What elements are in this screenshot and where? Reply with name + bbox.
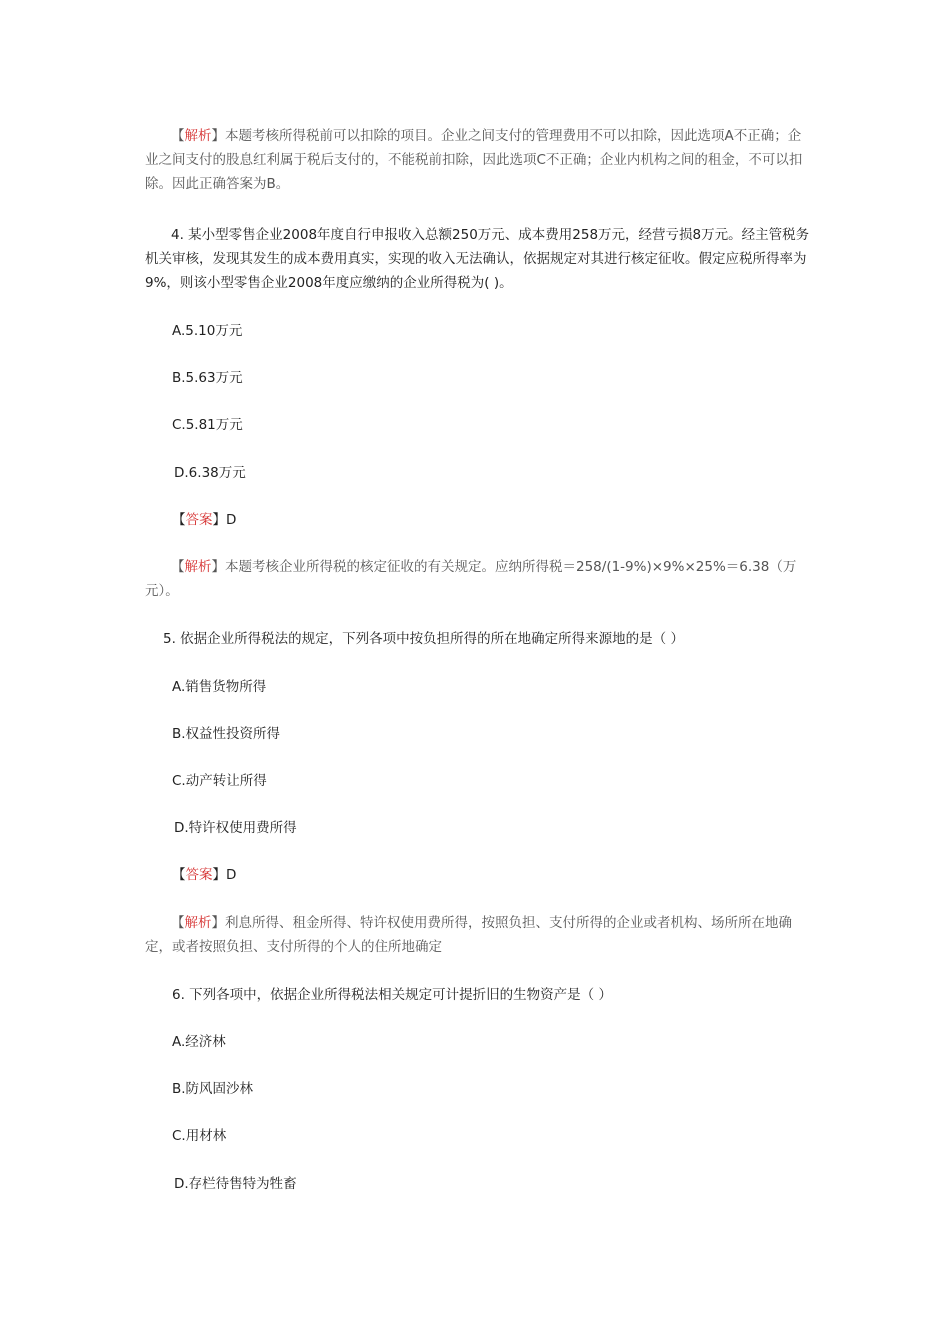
answer-q5: 【答案】D bbox=[172, 867, 237, 883]
question-5: 5. 依据企业所得税法的规定，下列各项中按负担所得的所在地确定所得来源地的是（ ） bbox=[163, 631, 684, 647]
explanation-label: 解析 bbox=[184, 915, 212, 931]
answer-text: D bbox=[226, 512, 237, 528]
option-4a: A.5.10万元 bbox=[172, 323, 243, 339]
option-6b: B.防风固沙林 bbox=[172, 1081, 254, 1097]
question-text: 4. 某小型零售企业2008年度自行申报收入总额250万元、成本费用258万元，经营亏损8万元。经主管税务机关审核，发现其发生的成本费用真实，实现的收入无法确认，依据规定对其进行核定征收。假定应税所得率为9%，则该小型零售企业2008年度应缴纳的企业所得税为( )。 bbox=[145, 227, 810, 291]
answer-q4: 【答案】D bbox=[172, 512, 237, 528]
answer-text: D bbox=[226, 867, 237, 883]
bracket-open: 【 bbox=[171, 128, 185, 144]
explanation-q4: 【解析】本题考核企业所得税的核定征收的有关规定。应纳所得税＝258/(1-9%)×9%×25%＝6.38（万元）。 bbox=[145, 559, 797, 599]
option-6c: C.用材林 bbox=[172, 1128, 227, 1144]
explanation-text: 本题考核所得税前可以扣除的项目。企业之间支付的管理费用不可以扣除，因此选项A不正确；企业之间支付的股息红利属于税后支付的，不能税前扣除，因此选项C不正确；企业内机构之间的租金，不可以扣除。因此正确答案为B。 bbox=[145, 128, 803, 192]
answer-label: 答案 bbox=[185, 512, 213, 528]
option-5b: B.权益性投资所得 bbox=[172, 726, 281, 742]
explanation-q3 bbox=[145, 124, 810, 196]
option-4c: C.5.81万元 bbox=[172, 417, 243, 433]
explanation-text: 利息所得、租金所得、特许权使用费所得，按照负担、支付所得的企业或者机构、场所所在地确定，或者按照负担、支付所得的个人的住所地确定 bbox=[145, 915, 792, 955]
explanation-text: 本题考核企业所得税的核定征收的有关规定。应纳所得税＝258/(1-9%)×9%×25%＝6.38（万元）。 bbox=[145, 559, 797, 599]
answer-label: 答案 bbox=[185, 867, 213, 883]
explanation-label: 解析 bbox=[184, 559, 212, 575]
option-4b: B.5.63万元 bbox=[172, 370, 243, 386]
explanation-q5: 【解析】利息所得、租金所得、特许权使用费所得，按照负担、支付所得的企业或者机构、场所所在地确定，或者按照负担、支付所得的个人的住所地确定 bbox=[145, 915, 792, 955]
option-6a: A.经济林 bbox=[172, 1034, 226, 1050]
question-4 bbox=[145, 223, 810, 295]
option-5c: C.动产转让所得 bbox=[172, 773, 267, 789]
option-6d: D.存栏待售特为牲畜 bbox=[174, 1176, 297, 1192]
option-4d: D.6.38万元 bbox=[174, 465, 246, 481]
explanation-label: 解析 bbox=[184, 128, 212, 144]
question-6: 6. 下列各项中，依据企业所得税法相关规定可计提折旧的生物资产是（ ） bbox=[172, 987, 612, 1003]
option-5d: D.特许权使用费所得 bbox=[174, 820, 297, 836]
option-5a: A.销售货物所得 bbox=[172, 679, 267, 695]
bracket-close: 】 bbox=[211, 128, 225, 144]
